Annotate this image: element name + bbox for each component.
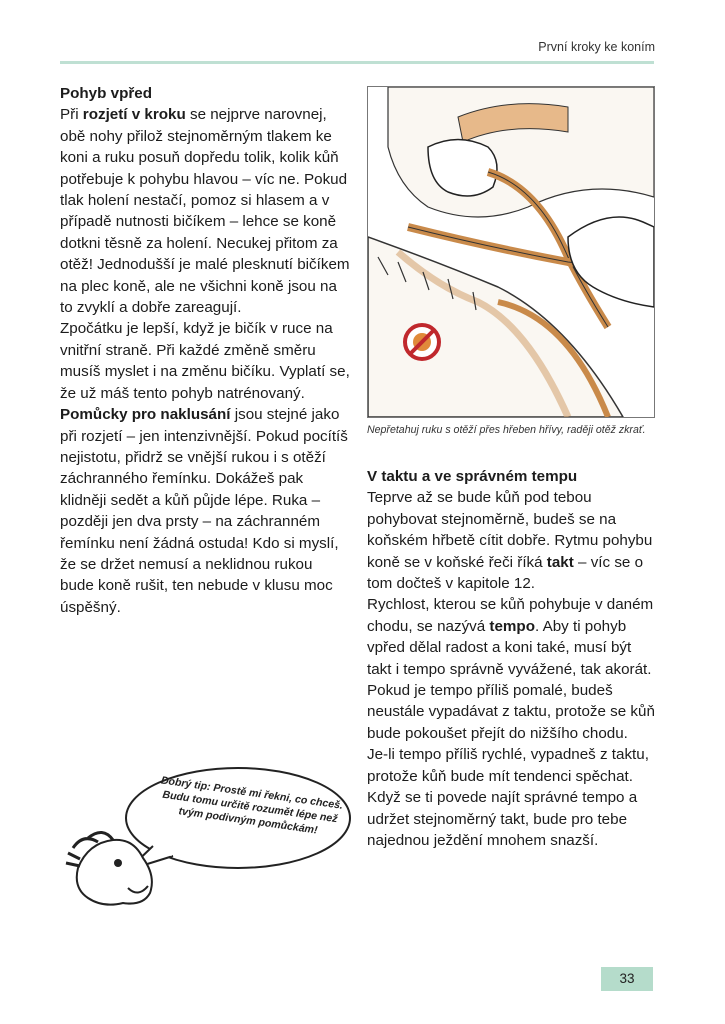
tip-speech-text: Dobrý tip: Prostě mi řekni, co chceš. Budu tomu určitě rozumět lépe než tvým podivným pomůckám! <box>160 774 344 837</box>
paragraph-trot <box>60 404 350 618</box>
paragraph-start-walk <box>60 104 350 318</box>
text-span: jsou stejné jako při rozjetí – jen intenzivnější. Pokud pocítíš nejistotu, přidrž se vnější rukou i s otěží záchranného řemínku. Dokážeš pak klidněji sedět a kůň půjde lépe. Ruka – později jen dva prsty – na záchranném řemínku není žádná ostuda! Kdo si myslí, že se držet nemusí a neklidnou rukou bude koně rušit, ten nebude v klusu moc úspěšný. <box>60 406 348 616</box>
section-heading-tempo: V taktu a ve správném tempu <box>367 468 578 485</box>
bold-term: rozjetí v kroku <box>82 106 186 124</box>
paragraph-too-slow: Pokud je tempo příliš pomalé, budeš neustále vypadávat z taktu, protože se kůň bude pokoušet přejít do nižšího chodu. <box>367 682 655 742</box>
paragraph-speed <box>367 594 657 680</box>
text-span: Rychlost, kterou se kůň pohybuje v daném chodu, se nazývá <box>367 596 654 635</box>
page-number: 33 <box>601 967 653 991</box>
left-column <box>60 83 350 618</box>
text-span: Teprve až se bude kůň pod tebou pohybovat stejnoměrně, budeš se na koňském hřbetě cítit dobře. Rytmu pohybu koně se v koňské řeči říká <box>367 489 653 571</box>
paragraph-too-fast: Je-li tempo příliš rychlé, vypadneš z taktu, protože kůň bude mít tendenci spěchat. <box>367 746 649 785</box>
paragraph-rhythm <box>367 487 657 594</box>
figure-caption: Nepřetahuj ruku s otěží přes hřeben hřívy, raději otěž zkrať. <box>367 424 646 436</box>
text-span: . Aby ti pohyb vpřed dělal radost a koni také, musí být takt i tempo správně vyvážené, tak akorát. <box>367 617 652 678</box>
hands-reins-illustration <box>368 87 654 417</box>
bold-term: takt <box>546 553 574 571</box>
bold-term: Pomůcky pro naklusání <box>60 406 231 424</box>
bold-term: tempo <box>489 617 535 635</box>
text-span: se nejprve narovnej, obě nohy přilož stejnoměrným tlakem ke koni a ruku posuň dopředu tolik, kolik kůň potřebuje k pohybu hlavou – víc ne. Pokud tlak holení nestačí, pomoz si hlasem a v případě nutnosti bičíkem – lehce se koně dotkni těsně za holení. Necukej přitom za otěž! Jednodušší je malé plesknutí bičíkem na plec koně, ale ne všichni koně jsou na to zvyklí a dobře zareagují. <box>60 106 350 317</box>
text-span: – víc se o tom dočteš v kapitole 12. <box>367 553 644 593</box>
header-rule <box>60 61 654 64</box>
section-heading-forward: Pohyb vpřed <box>60 85 152 102</box>
right-column <box>367 466 657 851</box>
paragraph-whip: Zpočátku je lepší, když je bičík v ruce na vnitřní straně. Při každé změně směru musíš myslet i na změnu bičíku. Vyplatí se, že už máš tento pohyb natrénovaný. <box>60 320 350 402</box>
text-span: Při <box>60 106 83 124</box>
paragraph-right-tempo: Když se ti povede najít správné tempo a udržet stejnoměrný takt, bude pro tebe najednou ježdění mnohem snazší. <box>367 789 638 849</box>
riding-illustration <box>367 86 655 418</box>
running-header: První kroky ke koním <box>538 40 655 54</box>
